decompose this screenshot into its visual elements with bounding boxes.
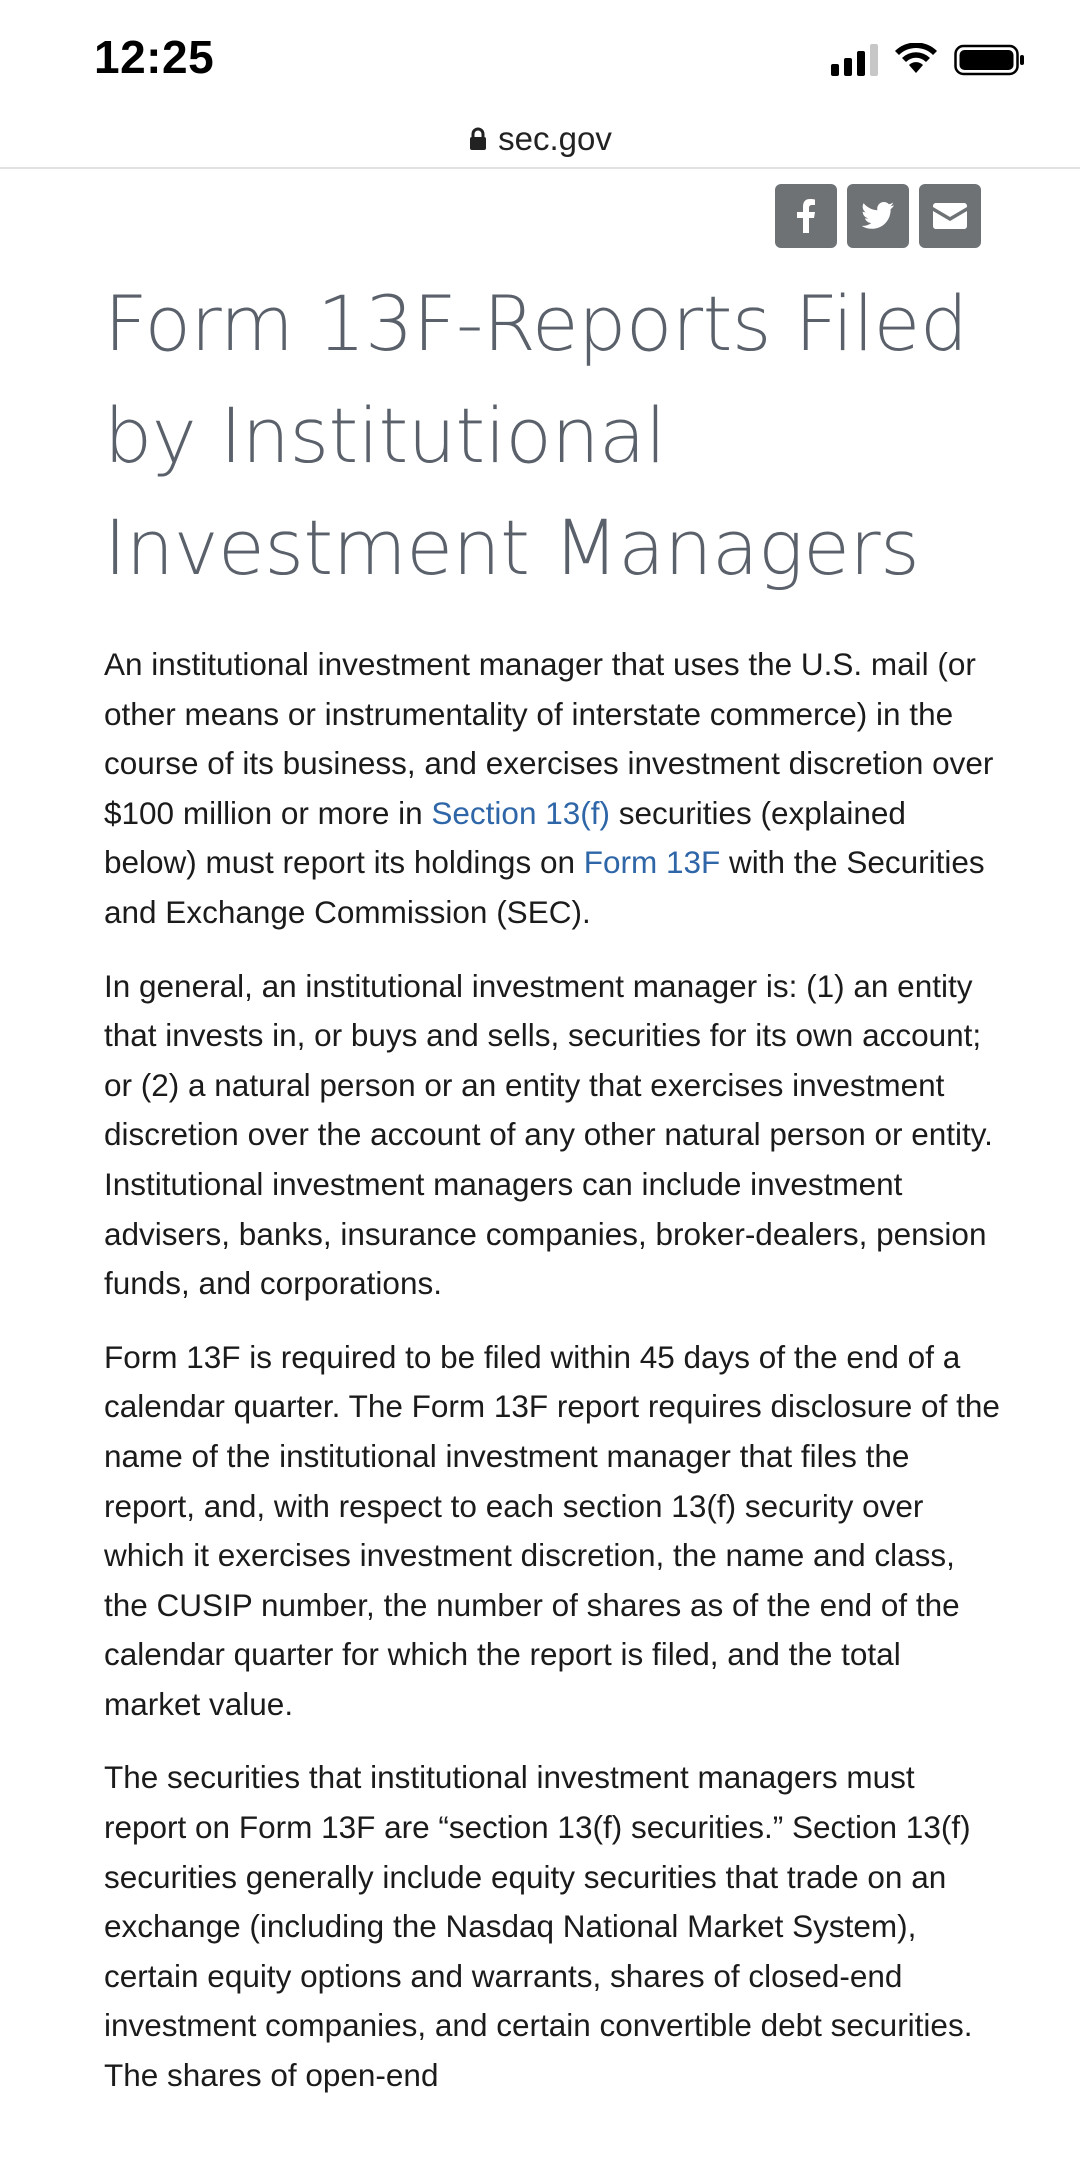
page-title: Form 13F-Reports Filed by Institutional Investment Managers xyxy=(104,279,968,592)
form-13f-link[interactable]: Form 13F xyxy=(583,844,721,881)
facebook-icon xyxy=(797,199,815,233)
cellular-signal-icon xyxy=(831,44,878,76)
url-bar[interactable] xyxy=(0,112,1080,166)
filing-requirements-paragraph: Form 13F is required to be filed within 45 days of the end of a calendar quarter. The Form 13F report requires disclosure of the name of the institutional investment manager that files the report, and, with respect to each section 13(f) security over which it exercises investment discretion, the name and class, the CUSIP number, the number of shares as of the end of the calendar quarter for which the report is filed, and the total market value. xyxy=(104,1338,1000,1722)
email-icon xyxy=(933,203,967,229)
status-bar xyxy=(0,0,1080,118)
section-13f-link[interactable]: Section 13(f) xyxy=(431,794,610,831)
status-time: 12:25 xyxy=(94,31,215,83)
share-buttons xyxy=(775,184,981,248)
intro-text-middle: securities (explained below) must report its holdings on xyxy=(104,794,906,881)
status-icons xyxy=(831,40,1026,80)
lock-icon xyxy=(468,127,488,151)
intro-paragraph xyxy=(104,640,1004,938)
twitter-icon xyxy=(862,202,894,230)
email-share-button[interactable] xyxy=(919,184,981,248)
intro-text-end: with the Securities and Exchange Commission (SEC). xyxy=(104,844,985,930)
url-domain: sec.gov xyxy=(498,120,612,157)
intro-text-start: An institutional investment manager that uses the U.S. mail (or other means or instrumentality of interstate commerce) in the course of its business, and exercises investment discretion over $100 million or more in xyxy=(104,646,994,831)
facebook-share-button[interactable] xyxy=(775,184,837,248)
twitter-share-button[interactable] xyxy=(847,184,909,248)
battery-icon xyxy=(954,43,1026,77)
url-bar-divider xyxy=(0,167,1080,169)
securities-paragraph: The securities that institutional investment managers must report on Form 13F are “section 13(f) securities.” Section 13(f) securities generally include equity securities that trade on an exchange (including the Nasdaq National Market System), certain equity options and warrants, shares of closed-end investment companies, and certain convertible debt securities. The shares of open-end xyxy=(104,1759,973,2094)
definition-paragraph: In general, an institutional investment manager is: (1) an entity that invests in, or buys and sells, securities for its own account; or (2) a natural person or an entity that exercises investment discretion over the account of any other natural person or entity. Institutional investment managers can include investment advisers, banks, insurance companies, broker-dealers, pension funds, and corporations. xyxy=(104,967,993,1302)
wifi-icon xyxy=(894,43,938,77)
main-content xyxy=(104,268,1004,2101)
